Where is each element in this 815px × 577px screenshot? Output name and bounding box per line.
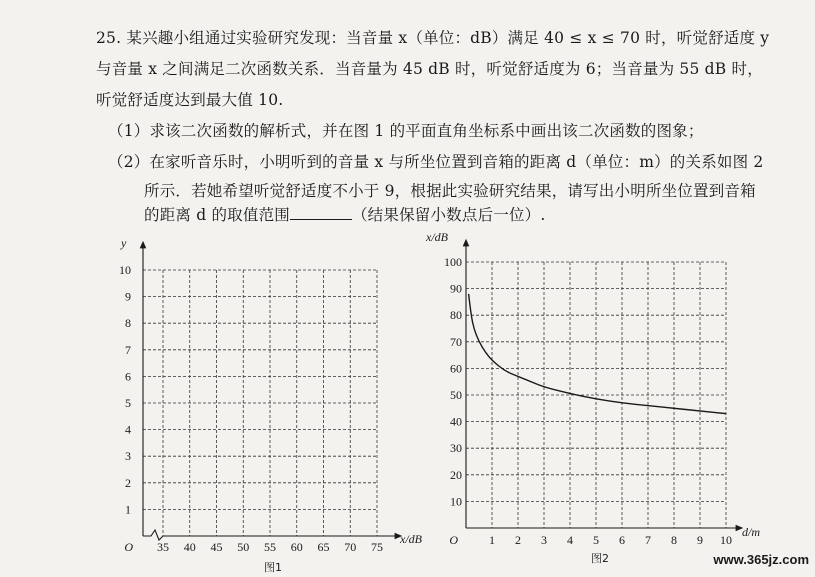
curve-x-vs-d [469, 294, 726, 414]
figure-1 [119, 236, 423, 574]
x-tick-label: 5 [593, 533, 599, 547]
x-tick-label: 4 [567, 533, 573, 547]
y-tick-label: 9 [125, 289, 131, 304]
x-tick-label: 7 [645, 533, 651, 547]
watermark: www.365jz.com [713, 552, 809, 567]
x-tick-label: 8 [671, 533, 677, 547]
question-1: （1）求该二次函数的解析式，并在图 1 的平面直角坐标系中画出该二次函数的图象； [108, 122, 704, 140]
x-tick-label: 10 [720, 533, 732, 547]
y-tick-label: 4 [125, 422, 131, 437]
x-axis-label: x/dB [400, 532, 422, 546]
y-tick-label: 5 [125, 396, 131, 410]
x-tick-label: 45 [210, 540, 223, 554]
x-tick-label: 55 [264, 540, 276, 554]
x-tick-label: 6 [619, 533, 625, 547]
question-2-line-3-text-a: 的距离 d 的取值范围 [144, 206, 290, 224]
problem-line-1: 25. 某兴趣小组通过实验研究发现：当音量 x（单位：dB）满足 40 ≤ x ≤ 70 时，听觉舒适度 y [96, 29, 770, 47]
y-tick-label: 8 [125, 316, 131, 331]
y-tick-label: 90 [450, 281, 462, 296]
figure-caption: 图1 [264, 561, 282, 574]
figure-caption: 图2 [591, 552, 609, 565]
y-axis-label: y [121, 236, 127, 250]
x-tick-label: 3 [541, 533, 547, 547]
question-2-line-2: 所示．若她希望听觉舒适度不小于 9，根据此实验研究结果，请写出小明所坐位置到音箱 [144, 182, 756, 200]
x-tick-label: 40 [183, 540, 196, 554]
y-tick-label: 10 [119, 263, 131, 277]
x-tick-label: 2 [515, 533, 521, 547]
y-tick-label: 7 [125, 342, 131, 357]
y-tick-label: 30 [450, 441, 462, 456]
problem-line-3: 听觉舒适度达到最大值 10. [96, 91, 284, 109]
y-tick-label: 3 [125, 449, 131, 464]
y-tick-label: 1 [125, 502, 131, 517]
question-2-line-3-text-b: （结果保留小数点后一位）. [351, 206, 546, 224]
y-tick-label: 80 [450, 308, 462, 323]
figure-2 [425, 230, 760, 565]
x-tick-label: 70 [344, 540, 357, 554]
y-tick-label: 10 [450, 494, 462, 509]
origin-label: O [449, 533, 458, 547]
y-tick-label: 6 [125, 369, 131, 384]
y-axis-label: x/dB [426, 230, 448, 244]
x-tick-label: 75 [371, 540, 383, 554]
origin-label: O [124, 540, 133, 554]
y-tick-label: 100 [444, 255, 462, 269]
y-tick-label: 50 [450, 388, 462, 402]
x-axis-label: d/m [742, 525, 760, 539]
x-tick-label: 9 [697, 533, 703, 547]
y-tick-label: 2 [125, 475, 131, 490]
x-axis-with-break [143, 530, 399, 540]
x-tick-label: 35 [157, 540, 169, 554]
x-tick-label: 1 [489, 533, 495, 547]
y-tick-label: 20 [450, 467, 462, 482]
x-tick-label: 65 [317, 540, 330, 554]
y-tick-label: 70 [450, 334, 462, 349]
y-tick-label: 60 [450, 361, 462, 376]
problem-line-2: 与音量 x 之间满足二次函数关系．当音量为 45 dB 时，听觉舒适度为 6；当音量为 55 dB 时， [96, 60, 763, 78]
y-tick-label: 40 [450, 414, 462, 429]
question-2-line-1: （2）在家听音乐时，小明听到的音量 x 与所坐位置到音箱的距离 d（单位：m）的关系如图 2 [108, 153, 764, 171]
x-tick-label: 50 [237, 540, 250, 554]
x-tick-label: 60 [290, 540, 303, 554]
